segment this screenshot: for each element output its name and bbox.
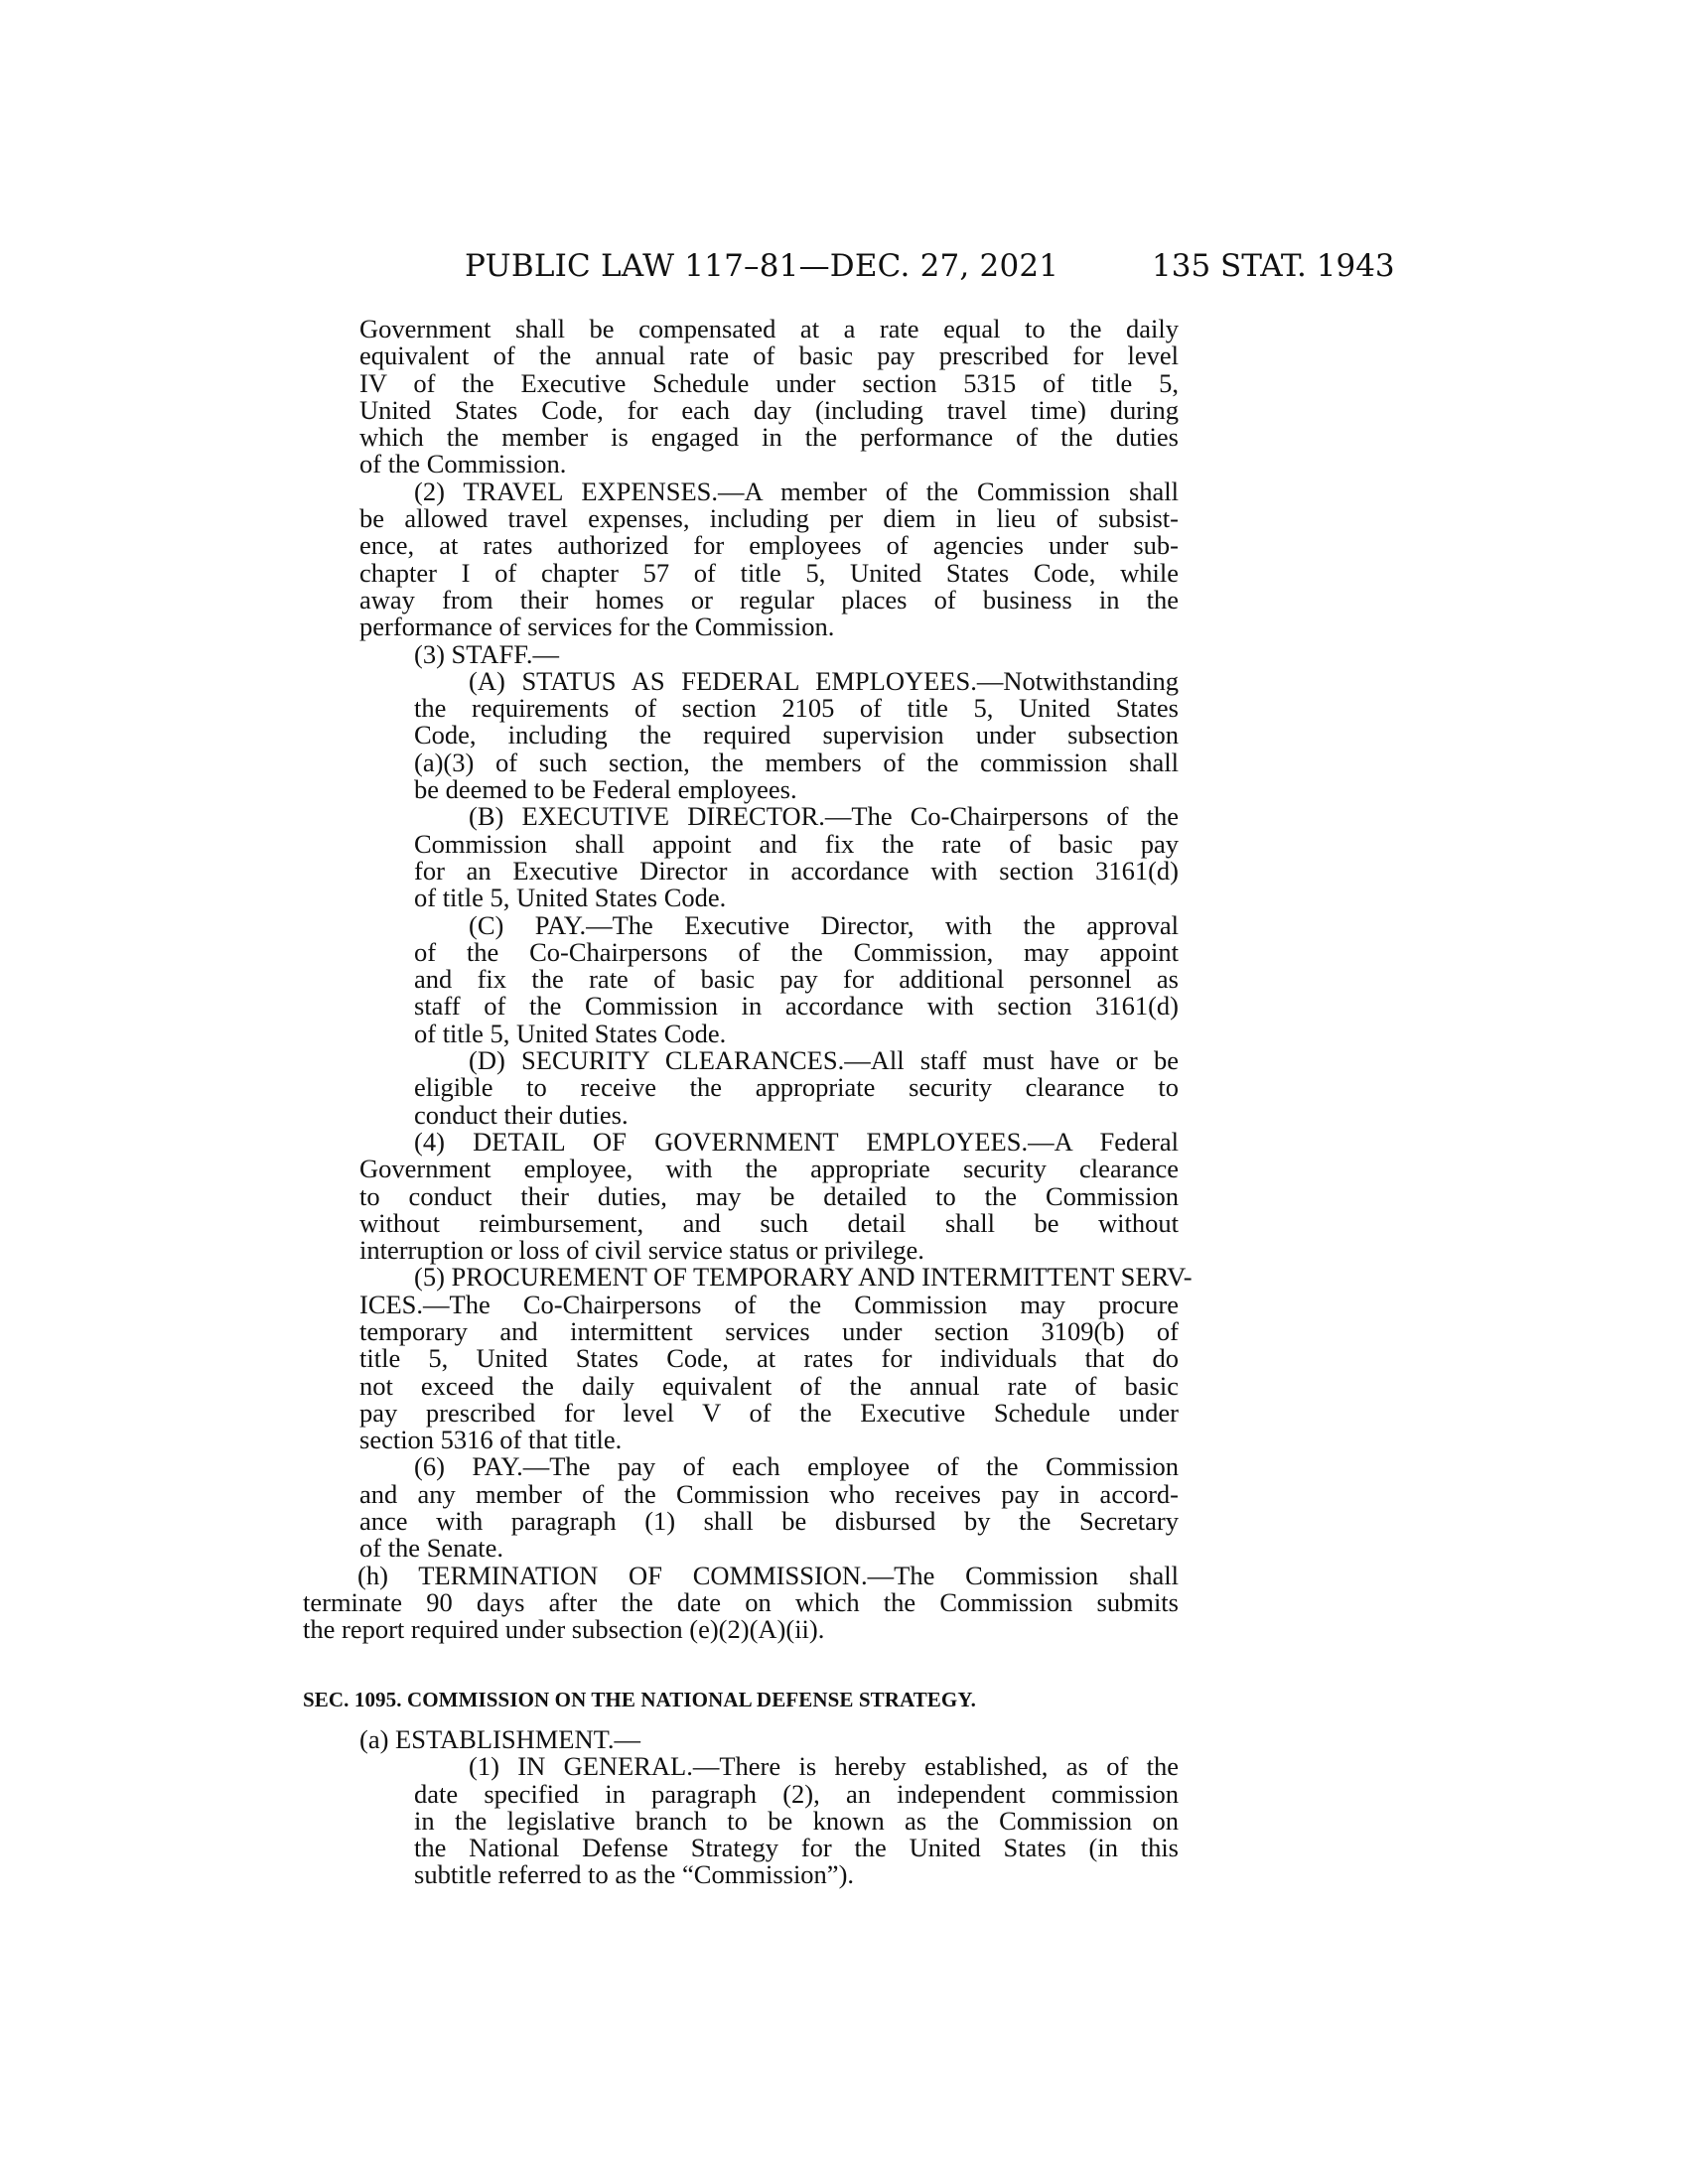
text-line: IV of the Executive Schedule under section 5315 of title 5, (359, 367, 1179, 398)
text-line: (4) DETAIL OF GOVERNMENT EMPLOYEES.—A Federal (414, 1126, 1179, 1157)
text-line: Commission shall appoint and fix the rate of basic pay (414, 828, 1179, 859)
text-line: (5) PROCUREMENT OF TEMPORARY AND INTERMITTENT SERV- (414, 1262, 1193, 1293)
text-line: the National Defense Strategy for the United States (in this (414, 1833, 1179, 1863)
public-law-title: PUBLIC LAW 117–81—DEC. 27, 2021 (465, 248, 1059, 284)
text-line: Government shall be compensated at a rate equal to the daily (359, 314, 1179, 343)
text-line: without reimbursement, and such detail shall be without (359, 1207, 1179, 1238)
text-line: (1) IN GENERAL.—There is hereby established, as of the (469, 1751, 1179, 1782)
paragraph-p3c (414, 909, 1179, 1048)
text-line: (2) TRAVEL EXPENSES.—A member of the Commission shall (414, 476, 1179, 506)
text-line: (6) PAY.—The pay of each employee of the Commission (414, 1451, 1179, 1482)
section-heading: SEC. 1095. COMMISSION ON THE NATIONAL DEFENSE STRATEGY. (303, 1688, 977, 1711)
paragraph-p3 (359, 638, 1179, 669)
stat-page-number: 135 STAT. 1943 (1152, 248, 1395, 284)
text-line: chapter I of chapter 57 of title 5, United States Code, while (359, 557, 1179, 588)
paragraph-p5 (359, 1262, 1193, 1455)
text-line: title 5, United States Code, at rates for individuals that do (359, 1343, 1179, 1374)
text-line: United States Code, for each day (including travel time) during (359, 394, 1179, 425)
text-line: interruption or loss of civil service status or privilege. (359, 1235, 924, 1266)
text-line: conduct their duties. (414, 1099, 629, 1130)
text-line: (A) STATUS AS FEDERAL EMPLOYEES.—Notwithstanding (469, 665, 1179, 696)
paragraph-ph (303, 1560, 1179, 1645)
text-line: (a) ESTABLISHMENT.— (359, 1724, 640, 1754)
text-line: section 5316 of that title. (359, 1425, 623, 1455)
paragraph-a1 (414, 1753, 1179, 1888)
text-line: Government employee, with the appropriate security clearance (359, 1154, 1179, 1184)
body-text-upper (303, 314, 1193, 1645)
text-line: of title 5, United States Code. (414, 1018, 727, 1048)
text-line: to conduct their duties, may be detailed to the Commission (359, 1180, 1179, 1211)
text-line: of title 5, United States Code. (414, 883, 727, 913)
text-line: (a)(3) of such section, the members of the commission shall (414, 747, 1179, 777)
text-line: the requirements of section 2105 of title 5, United States (414, 693, 1179, 724)
text-line: terminate 90 days after the date on which the Commission submits (303, 1586, 1179, 1617)
body-text-lower (359, 1726, 1179, 1889)
text-line: for an Executive Director in accordance with section 3161(d) (414, 855, 1179, 886)
text-line: of the Co-Chairpersons of the Commission, may appoint (414, 936, 1179, 967)
text-line: date specified in paragraph (2), an independent commission (414, 1778, 1179, 1809)
text-line: ICES.—The Co-Chairpersons of the Commission may procure (359, 1289, 1179, 1319)
paragraph-p6 (359, 1453, 1179, 1562)
text-line: be deemed to be Federal employees. (414, 774, 797, 805)
paragraph-p3b (414, 803, 1179, 911)
text-line: which the member is engaged in the performance of the duties (359, 422, 1179, 453)
text-line: staff of the Commission in accordance with section 3161(d) (414, 991, 1179, 1022)
text-line: subtitle referred to as the “Commission”). (414, 1859, 855, 1890)
text-line: performance of services for the Commission. (359, 612, 835, 642)
paragraph-a (359, 1726, 1179, 1753)
text-line: and any member of the Commission who receives pay in accord- (359, 1478, 1179, 1509)
text-line: of the Senate. (359, 1533, 503, 1564)
paragraph-p1 (359, 316, 1179, 478)
text-line: away from their homes or regular places of business in the (359, 584, 1179, 614)
text-line: (C) PAY.—The Executive Director, with the approval (469, 909, 1179, 940)
text-line: and fix the rate of basic pay for additional personnel as (414, 964, 1179, 995)
paragraph-p4 (359, 1126, 1179, 1266)
paragraph-p3a (414, 665, 1179, 805)
text-line: (D) SECURITY CLEARANCES.—All staff must have or be (469, 1045, 1179, 1076)
text-line: be allowed travel expenses, including per diem in lieu of subsist- (359, 503, 1179, 534)
text-line: the report required under subsection (e)(2)(A)(ii). (303, 1614, 825, 1645)
text-line: (3) STAFF.— (414, 638, 559, 669)
text-line: (B) EXECUTIVE DIRECTOR.—The Co-Chairpersons of the (469, 801, 1179, 832)
text-line: Code, including the required supervision under subsection (414, 720, 1179, 751)
text-line: (h) TERMINATION OF COMMISSION.—The Commission shall (357, 1560, 1179, 1590)
text-line: not exceed the daily equivalent of the annual rate of basic (359, 1370, 1179, 1401)
text-line: ence, at rates authorized for employees of agencies under sub- (359, 530, 1179, 561)
paragraph-p2 (359, 478, 1179, 641)
paragraph-p3d (414, 1047, 1179, 1129)
text-line: of the Commission. (359, 449, 567, 479)
text-line: temporary and intermittent services under section 3109(b) of (359, 1315, 1179, 1346)
text-line: eligible to receive the appropriate security clearance to (414, 1072, 1179, 1103)
text-line: ance with paragraph (1) shall be disbursed by the Secretary (359, 1506, 1179, 1537)
text-line: in the legislative branch to be known as the Commission on (414, 1805, 1179, 1836)
text-line: equivalent of the annual rate of basic pay prescribed for level (359, 341, 1179, 371)
text-line: pay prescribed for level V of the Executive Schedule under (359, 1397, 1179, 1428)
